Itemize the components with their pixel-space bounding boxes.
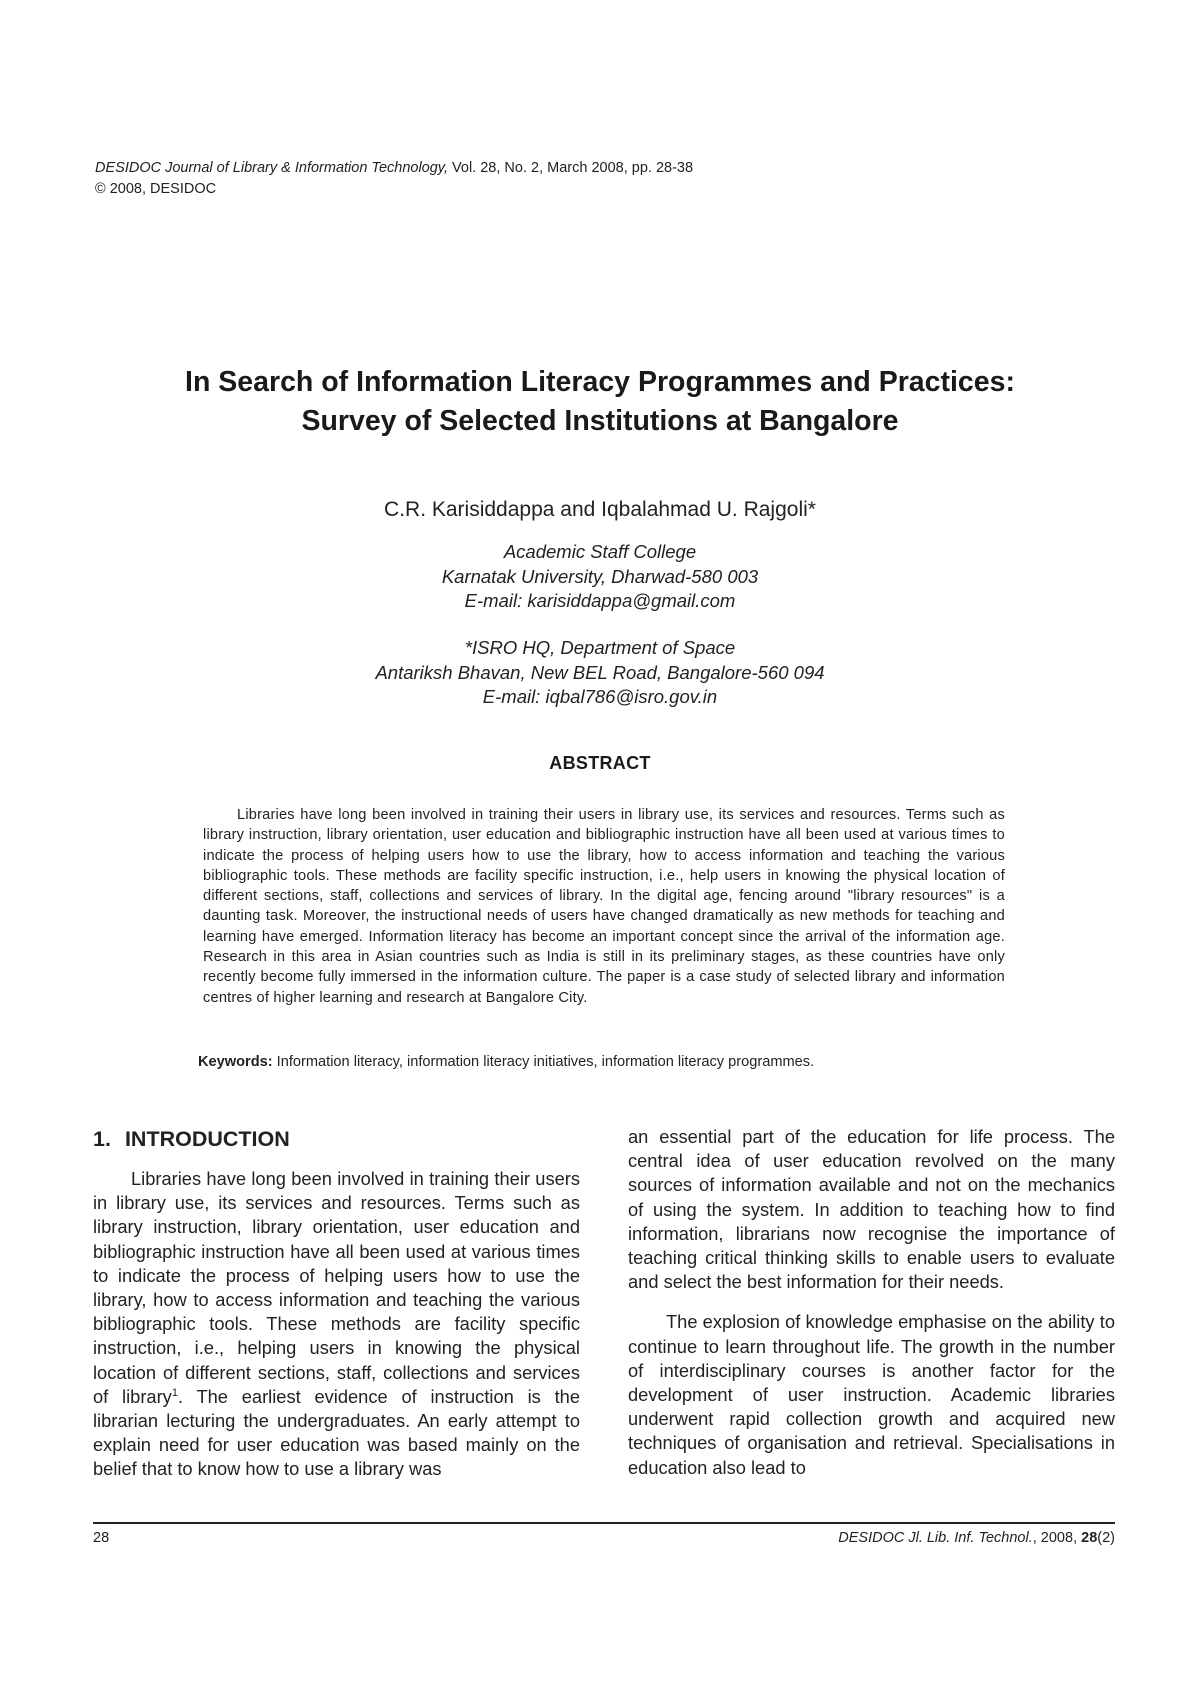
journal-header (95, 158, 693, 200)
citation-details: Vol. 28, No. 2, March 2008, pp. 28-38 (448, 160, 694, 176)
title-line-2: Survey of Selected Institutions at Bangalore (301, 405, 899, 437)
intro-paragraph-1 (93, 1167, 580, 1482)
abstract-body: Libraries have long been involved in training their users in library use, its services and resources. Terms such as library instruction, library orientation, user education and bibliographic instruction have all been used at various times to indicate the process of helping users how to use the library, how to access information and teaching the various bibliographic tools. These methods are facility specific instruction, i.e., help users in knowing the physical location of different sections, staff, collections and services of library. In the digital age, fencing around "library resources" is a daunting task. Moreover, the instructional needs of users have changed dramatically as new methods for teaching and learning have emerged. Information literacy has become an important concept since the arrival of the information age. Research in this area in Asian countries such as India is still in its preliminary stages, as these countries have only recently become fully immersed in the information culture. The paper is a case study of selected library and information centres of higher learning and research at Bangalore City. (203, 807, 1005, 1006)
copyright-line: © 2008, DESIDOC (95, 181, 217, 197)
affiliation-2-line-2: Antariksh Bhavan, New BEL Road, Bangalore-560 094 (375, 661, 825, 683)
footer-issue: (2) (1097, 1530, 1115, 1546)
footer-journal-abbrev: DESIDOC Jl. Lib. Inf. Technol. (838, 1530, 1033, 1546)
authors: C.R. Karisiddappa and Iqbalahmad U. Rajgoli* (384, 498, 816, 521)
section-number: 1. (93, 1127, 111, 1151)
affiliation-2 (100, 636, 1100, 710)
intro-paragraph-2: The explosion of knowledge emphasise on the ability to continue to learn throughout life. The growth in the number of interdisciplinary courses is another factor for the development of user instruction. Academic libraries underwent rapid collection growth and acquired new techniques of organisation and retrieval. Specialisations in education also lead to (628, 1311, 1115, 1478)
left-column (93, 1125, 580, 1482)
page-number: 28 (93, 1530, 110, 1546)
affiliation-2-email: E-mail: iqbal786@isro.gov.in (482, 686, 718, 707)
footer-year: , 2008, (1032, 1530, 1082, 1546)
abstract-heading: ABSTRACT (549, 753, 651, 773)
intro-paragraph-1-rest: . The earliest evidence of instruction is the librarian lecturing the undergraduates. An early attempt to explain need for user education was based mainly on the belief that to know how to use a library was (93, 1385, 580, 1480)
section-heading (93, 1125, 580, 1153)
footer-volume: 28 (1081, 1530, 1098, 1546)
intro-paragraph-1-main: Libraries have long been involved in training their users in library use, its services and resources. Terms such as library instruction, library orientation, user education and bibliographic instruction have all been used at various times to indicate the process of helping users how to use the library, how to access information and teaching the various bibliographic tools. These methods are facility specific instruction, i.e., helping users in knowing the physical location of different sections, staff, collections and services of library (93, 1168, 580, 1407)
affiliation-2-line-1: *ISRO HQ, Department of Space (464, 637, 736, 658)
reference-marker: 1 (171, 1386, 178, 1399)
right-column (628, 1125, 1115, 1480)
affiliation-1 (100, 540, 1100, 614)
footer-rule (93, 1522, 1115, 1524)
footer-journal-reference (838, 1530, 1115, 1546)
journal-name: DESIDOC Journal of Library & Information Technology, (95, 160, 448, 176)
affiliation-1-line-1: Academic Staff College (503, 541, 697, 562)
paper-title (100, 363, 1100, 441)
title-line-1: In Search of Information Literacy Programmes and Practices: (185, 366, 1015, 398)
keywords (198, 1052, 1018, 1072)
affiliation-1-line-2: Karnatak University, Dharwad-580 003 (441, 565, 759, 587)
section-title: INTRODUCTION (124, 1127, 290, 1151)
intro-paragraph-1-continued: an essential part of the education for life process. The central idea of user education revolved on the many sources of information available and not on the mechanics of using the system. In addition to teaching how to find information, librarians now recognise the importance of teaching critical thinking skills to enable users to evaluate and select the best information for their needs. (628, 1126, 1115, 1293)
keywords-label: Keywords: (198, 1054, 273, 1070)
journal-citation (95, 158, 693, 179)
affiliation-1-email: E-mail: karisiddappa@gmail.com (464, 590, 736, 611)
keywords-text: Information literacy, information literacy initiatives, information literacy programmes. (272, 1054, 815, 1070)
